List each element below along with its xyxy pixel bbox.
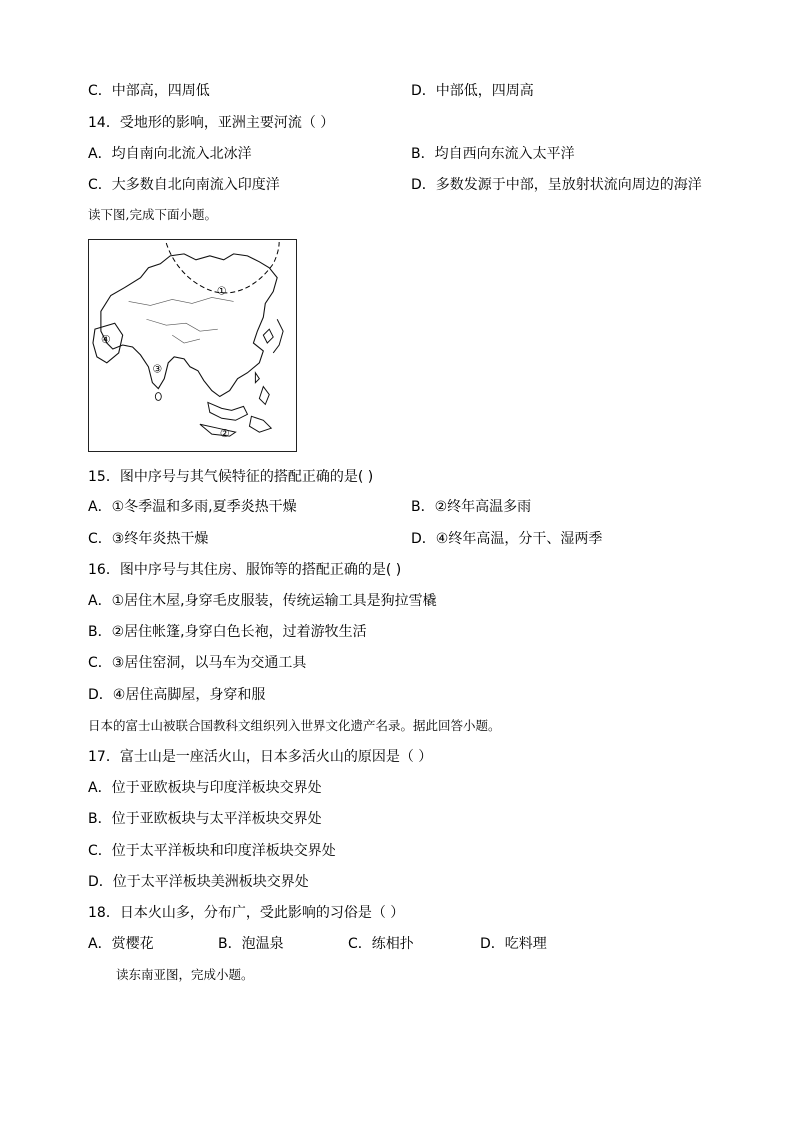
q13-option-c: C．中部高，四周低	[88, 83, 210, 99]
japan-outline	[273, 319, 283, 353]
map-marker-2: ②	[219, 427, 230, 441]
q14-option-d: D．多数发源于中部，呈放射状流向周边的海洋	[411, 177, 702, 193]
q17-option-a: A．位于亚欧板块与印度洋板块交界处	[88, 780, 322, 796]
q17-stem: 17．富士山是一座活火山，日本多活火山的原因是（ ）	[88, 749, 433, 765]
q18-option-b: B．泡温泉	[218, 936, 284, 952]
map-intro: 读下图,完成下面小题。	[88, 207, 217, 222]
q17-option-c: C．位于太平洋板块和印度洋板块交界处	[88, 843, 336, 859]
map-marker-1: ①	[216, 284, 227, 298]
q15-stem: 15．图中序号与其气候特征的搭配正确的是( )	[88, 469, 374, 485]
asia-map	[88, 239, 297, 452]
q18-stem: 18．日本火山多，分布广，受此影响的习俗是（ ）	[88, 905, 405, 921]
q16-option-d: D．④居住高脚屋，身穿和服	[88, 687, 266, 703]
q16-stem: 16．图中序号与其住房、服饰等的搭配正确的是( )	[88, 562, 402, 578]
q13-option-d: D．中部低，四周高	[411, 83, 534, 99]
q18-option-a: A．赏樱花	[88, 936, 154, 952]
q14-option-a: A．均自南向北流入北冰洋	[88, 146, 252, 162]
map-marker-3: ③	[152, 362, 163, 376]
q14-option-b: B．均自西向东流入太平洋	[411, 146, 575, 162]
q15-option-d: D．④终年高温，分干、湿两季	[411, 531, 603, 547]
q15-option-c: C．③终年炎热干燥	[88, 531, 209, 547]
q18-option-c: C．练相扑	[348, 936, 414, 952]
q17-option-d: D．位于太平洋板块美洲板块交界处	[88, 874, 309, 890]
map-marker-4: ④	[100, 333, 111, 347]
q14-stem: 14．受地形的影响，亚洲主要河流（ ）	[88, 115, 335, 131]
q18-option-d: D．吃料理	[480, 936, 547, 952]
fuji-intro: 日本的富士山被联合国教科文组织列入世界文化遗产名录。据此回答小题。	[88, 718, 501, 733]
se-asia-intro: 读东南亚图，完成小题。	[116, 967, 254, 982]
q16-option-b: B．②居住帐篷,身穿白色长袍，过着游牧生活	[88, 624, 367, 640]
q16-option-c: C．③居住窑洞，以马车为交通工具	[88, 655, 307, 671]
asia-map-drawing	[89, 240, 296, 451]
q15-option-a: A．①冬季温和多雨,夏季炎热干燥	[88, 499, 297, 515]
q17-option-b: B．位于亚欧板块与太平洋板块交界处	[88, 811, 322, 827]
q14-option-c: C．大多数自北向南流入印度洋	[88, 177, 280, 193]
q16-option-a: A．①居住木屋,身穿毛皮服装，传统运输工具是狗拉雪橇	[88, 593, 437, 609]
q15-option-b: B．②终年高温多雨	[411, 499, 532, 515]
